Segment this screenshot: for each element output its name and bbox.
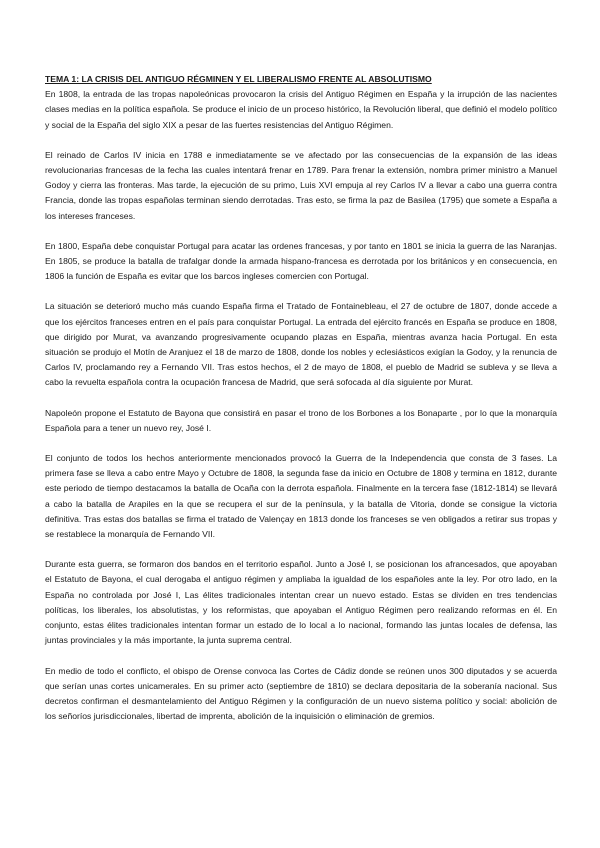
document-title: TEMA 1: LA CRISIS DEL ANTIGUO RÉGMINEN Y EL LIBERALISMO FRENTE AL ABSOLUTISMO xyxy=(45,74,432,84)
paragraph: En 1808, la entrada de las tropas napoleónicas provocaron la crisis del Antiguo Régimen en España y la irrupción de las nacientes clases medias en la política española. Se produce el inicio de un proceso histórico, la Revolución liberal, que definió el modelo político y social de la España del siglo XIX a pesar de las fuertes resistencias del Antiguo Régimen. xyxy=(45,89,557,130)
paragraph: El conjunto de todos los hechos anteriormente mencionados provocó la Guerra de la Independencia que consta de 3 fases. La primera fase se lleva a cabo entre Mayo y Octubre de 1808, la segunda fase da inicio en Octubre de 1808 y termina en 1812, durante este periodo de tiempo destacamos la batalla de Ocaña con la derrota española. Finalmente en la tercera fase (1812-1814) se llevará a cabo la batalla de Arapiles en la que se recupera el sur de la península, y la batalla de Vitoria, donde se consigue la victoria definitiva. Tras estas dos batallas se firma el tratado de Valençay en 1813 donde los franceses se ven obligados a retirar sus tropas y se restablece la monarquía de Fernando VII. xyxy=(45,453,557,540)
paragraph: El reinado de Carlos IV inicia en 1788 e inmediatamente se ve afectado por las consecuencias de la expansión de las ideas revolucionarias francesas de la fecha las cuales intentará frenar en 1789. Para frenar la extensión, nombra primer ministro a Manuel Godoy y cierra las fronteras. Mas tarde, la ejecución de su primo, Luis XVI empuja al rey Carlos IV a llevar a cabo una guerra contra Francia, donde las tropas españolas terminan siendo derrotadas. Tras esto, se firma la paz de Basilea (1795) que somete a España a los intereses franceses. xyxy=(45,149,557,221)
paragraph: La situación se deterioró mucho más cuando España firma el Tratado de Fontainebleau, el 27 de octubre de 1807, donde accede a que los ejércitos franceses entren en el país para conquistar Portugal. La entrada del ejército francés en España se produce en 1808, que dirigido por Murat, va avanzando progresivamente ocupando plazas en España, mientras avanza hacia Portugal. En esta situación se produjo el Motín de Aranjuez el 18 de marzo de 1808, donde los nobles y eclesiásticos exigían la Godoy, y la renuncia de Carlos IV, proclamando rey a Fernando VII. Tras estos hechos, el 2 de mayo de 1808, el pueblo de Madrid se subleva y se lleva a cabo la revuelta española contra la ocupación francesa de Madrid, que será sofocada al día siguiente por Murat. xyxy=(45,301,557,388)
paragraph: En medio de todo el conflicto, el obispo de Orense convoca las Cortes de Cádiz donde se reúnen unos 300 diputados y se acuerda que serían unas cortes unicamerales. En su primer acto (septiembre de 1810) se declara depositaria de la soberanía nacional. Sus decretos confirman el desmantelamiento del Antiguo Régimen y la configuración de un nuevo sistema político y social: abolición de los señoríos jurisdiccionales, libertad de imprenta, abolición de la inquisición o eliminación de gremios. xyxy=(45,665,557,722)
document-page xyxy=(45,72,557,739)
paragraph: Napoleón propone el Estatuto de Bayona que consistirá en pasar el trono de los Borbones a los Bonaparte , por lo que la monarquía Española para a tener un nuevo rey, José I. xyxy=(45,407,557,433)
paragraph: Durante esta guerra, se formaron dos bandos en el territorio español. Junto a José I, se posicionan los afrancesados, que apoyaban el Estatuto de Bayona, el cual derogaba el antiguo régimen y ampliaba la igualdad de los españoles ante la ley. Por otro lado, en la España no controlada por José I, Las élites tradicionales intentan crear un nuevo estado. Estas se dividen en tres tendencias políticas, los liberales, los absolutistas, y los reformistas, que apoyaban el Antiguo Régimen pero realizando reformas en él. En conjunto, estas élites tradicionales intentan formar un estado de lo local a lo nacional, formando las juntas locales de defensa, las juntas provinciales y la más importante, la junta suprema central. xyxy=(45,559,557,646)
paragraph: En 1800, España debe conquistar Portugal para acatar las ordenes francesas, y por tanto en 1801 se inicia la guerra de las Naranjas. En 1805, se produce la batalla de trafalgar donde la armada hispano-francesa es derrotada por los británicos y en consecuencia, en 1806 la función de España es evitar que los barcos ingleses comercien con Portugal. xyxy=(45,240,557,282)
